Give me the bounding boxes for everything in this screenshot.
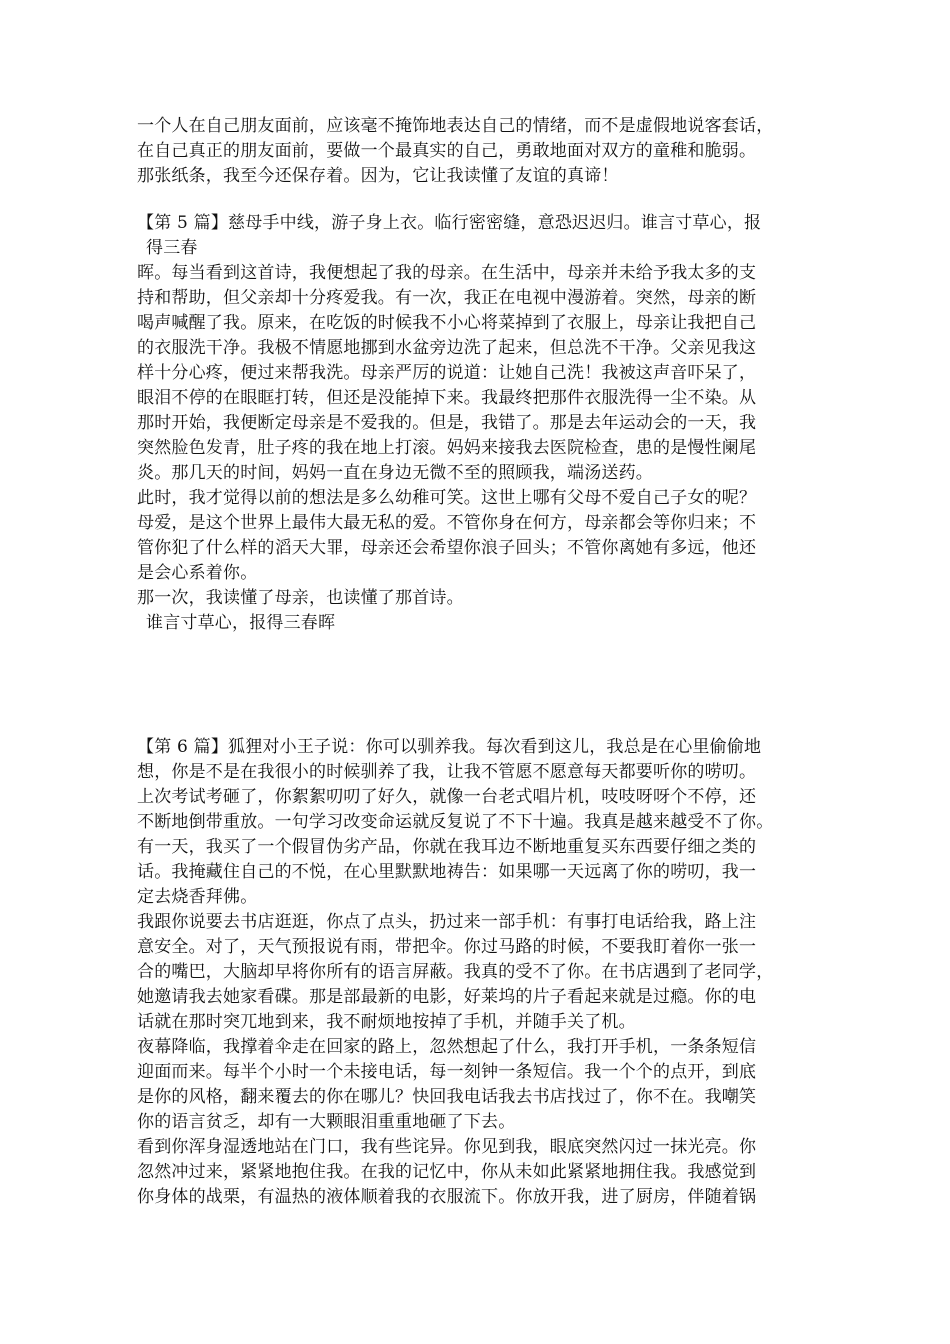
text-line: 突然脸色发青，肚子疼的我在地上打滚。妈妈来接我去医院检查，患的是慢性阑尾	[137, 438, 757, 458]
text-line: 是会心系着你。	[137, 563, 258, 583]
text-line: 在自己真正的朋友面前，要做一个最真实的自己，勇敢地面对双方的童稚和脆弱。	[137, 141, 757, 161]
text-line: 晖。每当看到这首诗，我便想起了我的母亲。在生活中，母亲并未给予我太多的支	[137, 263, 757, 283]
essay-6-heading-line: 【第 6 篇】狐狸对小王子说：你可以驯养我。每次看到这儿，我总是在心里偷偷地	[137, 737, 762, 757]
text-line: 那张纸条，我至今还保存着。因为，它让我读懂了友谊的真谛！	[137, 166, 619, 186]
text-line: 得三春	[146, 238, 198, 258]
text-line: 话。我掩藏住自己的不悦，在心里默默地祷告：如果哪一天远离了你的唠叨，我一	[137, 862, 757, 882]
text-line: 我跟你说要去书店逛逛，你点了点头，扔过来一部手机：有事打电话给我，路上注	[137, 912, 757, 932]
essay-5	[137, 211, 837, 636]
text-line: 不断地倒带重放。一句学习改变命运就反复说了不下十遍。我真是越来越受不了你。	[137, 812, 774, 832]
text-line: 喝声喊醒了我。原来，在吃饭的时候我不小心将菜掉到了衣服上，母亲让我把自己	[137, 313, 757, 333]
text-line: 忽然冲过来，紧紧地抱住我。在我的记忆中，你从未如此紧紧地拥住我。我感觉到	[137, 1162, 757, 1182]
text-line: 合的嘴巴，大脑却早将你所有的语言屏蔽。我真的受不了你。在书店遇到了老同学，	[137, 962, 774, 982]
text-line: 谁言寸草心，报得三春晖	[146, 613, 336, 633]
text-line: 你的语言贫乏，却有一大颗眼泪重重地砸了下去。	[137, 1112, 516, 1132]
text-line: 样十分心疼，便过来帮我洗。母亲严厉的说道：让她自己洗！我被这声音吓呆了，	[137, 363, 757, 383]
text-line: 定去烧香拜佛。	[137, 887, 258, 907]
essay-5-heading-line: 【第 5 篇】慈母手中线，游子身上衣。临行密密缝，意恐迟迟归。谁言寸草心，报	[137, 213, 762, 233]
text-line: 管你犯了什么样的滔天大罪，母亲还会希望你浪子回头；不管你离她有多远，他还	[137, 538, 757, 558]
text-line: 想，你是不是在我很小的时候驯养了我，让我不管愿不愿意每天都要听你的唠叨。	[137, 762, 757, 782]
essay-4-ending	[137, 114, 837, 189]
text-line: 那一次，我读懂了母亲，也读懂了那首诗。	[137, 588, 464, 608]
text-line: 的衣服洗干净。我极不情愿地挪到水盆旁边洗了起来，但总洗不干净。父亲见我这	[137, 338, 757, 358]
text-line: 是你的风格，翻来覆去的你在哪儿？快回我电话我去书店找过了，你不在。我嘲笑	[137, 1087, 757, 1107]
text-line: 她邀请我去她家看碟。那是部最新的电影，好莱坞的片子看起来就是过瘾。你的电	[137, 987, 757, 1007]
text-line: 那时开始，我便断定母亲是不爱我的。但是，我错了。那是去年运动会的一天，我	[137, 413, 757, 433]
text-line: 此时，我才觉得以前的想法是多么幼稚可笑。这世上哪有父母不爱自己子女的呢？	[137, 488, 757, 508]
text-line: 有一天，我买了一个假冒伪劣产品，你就在我耳边不断地重复买东西要仔细之类的	[137, 837, 757, 857]
text-line: 眼泪不停的在眼眶打转，但还是没能掉下来。我最终把那件衣服洗得一尘不染。从	[137, 388, 757, 408]
text-line: 迎面而来。每半个小时一个未接电话，每一刻钟一条短信。我一个个的点开，到底	[137, 1062, 757, 1082]
text-line: 看到你浑身湿透地站在门口，我有些诧异。你见到我，眼底突然闪过一抹光亮。你	[137, 1137, 757, 1157]
essay-6	[137, 735, 837, 1210]
text-line: 母爱，是这个世界上最伟大最无私的爱。不管你身在何方，母亲都会等你归来；不	[137, 513, 757, 533]
text-line: 意安全。对了，天气预报说有雨，带把伞。你过马路的时候，不要我盯着你一张一	[137, 937, 757, 957]
text-line: 炎。那几天的时间，妈妈一直在身边无微不至的照顾我，端汤送药。	[137, 463, 653, 483]
text-line: 一个人在自己朋友面前，应该毫不掩饰地表达自己的情绪，而不是虚假地说客套话，	[137, 116, 774, 136]
text-line: 上次考试考砸了，你絮絮叨叨了好久，就像一台老式唱片机，吱吱呀呀个不停，还	[137, 787, 757, 807]
text-line: 持和帮助，但父亲却十分疼爱我。有一次，我正在电视中漫游着。突然，母亲的断	[137, 288, 757, 308]
text-line: 夜幕降临，我撑着伞走在回家的路上，忽然想起了什么，我打开手机，一条条短信	[137, 1037, 757, 1057]
text-line: 话就在那时突兀地到来，我不耐烦地按掉了手机，并随手关了机。	[137, 1012, 636, 1032]
text-line: 你身体的战栗，有温热的液体顺着我的衣服流下。你放开我，进了厨房，伴随着锅	[137, 1187, 757, 1207]
